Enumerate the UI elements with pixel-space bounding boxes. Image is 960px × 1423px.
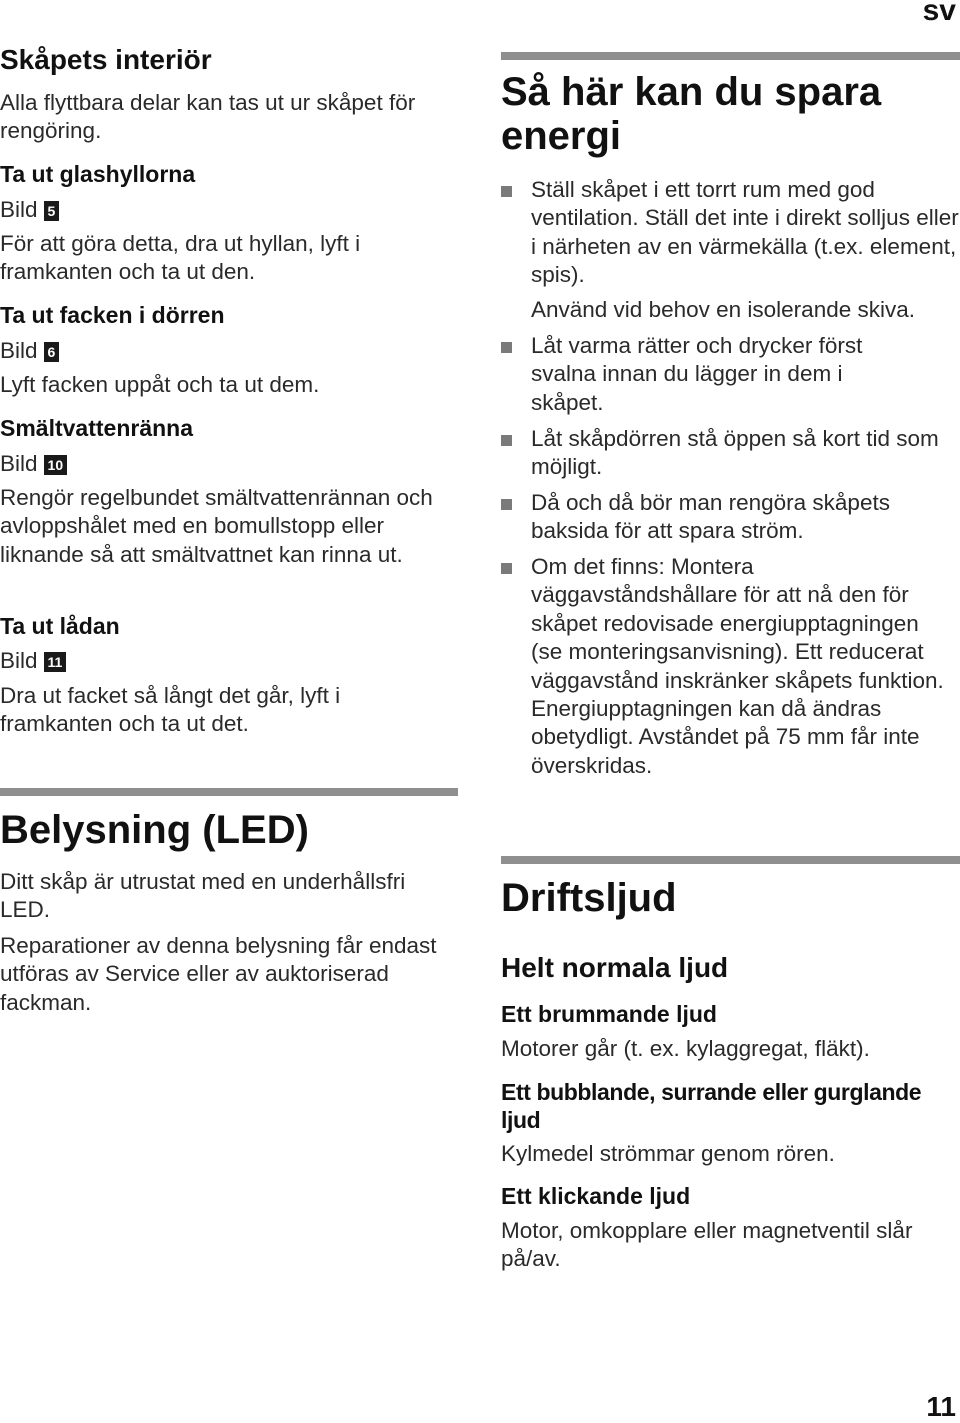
figure-number-badge: 6 — [44, 342, 60, 362]
energy-tip: Då och då bör man rengöra skåpets baksida för att spara ström. — [531, 490, 890, 544]
drawer-text: Dra ut facket så långt det går, lyft i framkanten och ta ut det. — [0, 683, 341, 737]
bubbling-sound-text: Kylmedel strömmar genom rören. — [501, 1141, 835, 1166]
list-item — [501, 489, 960, 546]
meltwater-channel-text: Rengör regelbundet smältvattenrännan och avloppshålet med en bomullstopp eller liknande så att smältvattnet kan rinna ut. — [0, 485, 433, 567]
section-title-led: Belysning (LED) — [0, 808, 309, 852]
section-title-interior: Skåpets interiör — [0, 44, 212, 75]
bullet-square-icon — [501, 342, 512, 353]
bullet-square-icon — [501, 186, 512, 197]
door-compartments-text: Lyft facken uppåt och ta ut dem. — [0, 372, 320, 397]
figure-ref-label: Bild — [0, 648, 38, 673]
heading-clicking-sound: Ett klickande ljud — [501, 1183, 691, 1209]
interior-intro: Alla flyttbara delar kan tas ut ur skåpet för rengöring. — [0, 90, 416, 144]
bullet-square-icon — [501, 435, 512, 446]
heading-humming-sound: Ett brummande ljud — [501, 1001, 717, 1027]
section-divider — [501, 52, 960, 60]
energy-tip-note: Använd vid behov en isolerande skiva. — [531, 297, 915, 322]
figure-ref-11 — [0, 647, 66, 675]
bullet-square-icon — [501, 563, 512, 574]
section-title-noise: Driftsljud — [501, 876, 677, 920]
clicking-sound-text: Motor, omkopplare eller magnetventil slår på/av. — [501, 1218, 913, 1272]
led-paragraph-1: Ditt skåp är utrustat med en underhållsfri LED. — [0, 869, 406, 923]
heading-door-compartments: Ta ut facken i dörren — [0, 302, 225, 328]
glass-shelves-text: För att göra detta, dra ut hyllan, lyft i framkanten och ta ut den. — [0, 231, 361, 285]
figure-ref-6 — [0, 337, 59, 365]
figure-ref-label: Bild — [0, 451, 38, 476]
figure-ref-5 — [0, 196, 59, 224]
energy-tip: Låt varma rätter och drycker först svalna innan du lägger in dem i skåpet. — [531, 333, 863, 415]
subtitle-normal-sounds: Helt normala ljud — [501, 952, 729, 983]
figure-number-badge: 5 — [44, 201, 60, 221]
section-title-energy: Så här kan du spara energi — [501, 70, 882, 158]
list-item — [501, 332, 960, 417]
led-paragraph-2: Reparationer av denna belysning får endast utföras av Service eller av auktoriserad fackman. — [0, 933, 437, 1015]
energy-tip: Låt skåpdörren stå öppen så kort tid som möjligt. — [531, 426, 939, 480]
heading-glass-shelves: Ta ut glashyllorna — [0, 161, 196, 187]
figure-ref-10 — [0, 450, 67, 478]
page-number: 11 — [926, 1391, 956, 1422]
energy-tip: Om det finns: Montera väggavståndshållare för att nå den för skåpet redovisade energiupptagningen (se monteringsanvisning). Ett reducerat väggavstånd inskränker skåpets funktion. Energiupptagningen kan då ändras obetydligt. Avståndet på 75 mm får inte överskridas. — [531, 554, 944, 778]
section-divider — [501, 856, 960, 864]
figure-number-badge: 11 — [44, 652, 67, 672]
figure-ref-label: Bild — [0, 197, 38, 222]
figure-ref-label: Bild — [0, 338, 38, 363]
energy-tip: Ställ skåpet i ett torrt rum med god ventilation. Ställ det inte i direkt solljus eller i närheten av en värmekälla (t.ex. element, spis). — [531, 177, 959, 288]
heading-meltwater-channel: Smältvattenränna — [0, 415, 194, 441]
list-item — [501, 176, 960, 290]
list-item — [501, 553, 960, 780]
heading-drawer: Ta ut lådan — [0, 613, 120, 639]
humming-sound-text: Motorer går (t. ex. kylaggregat, fläkt). — [501, 1036, 870, 1061]
section-divider — [0, 788, 458, 796]
heading-bubbling-sound: Ett bubblande, surrande eller gurglande ljud — [501, 1079, 922, 1133]
bullet-square-icon — [501, 499, 512, 510]
figure-number-badge: 10 — [44, 455, 68, 475]
list-item — [501, 425, 960, 482]
language-code: sv — [922, 0, 956, 27]
